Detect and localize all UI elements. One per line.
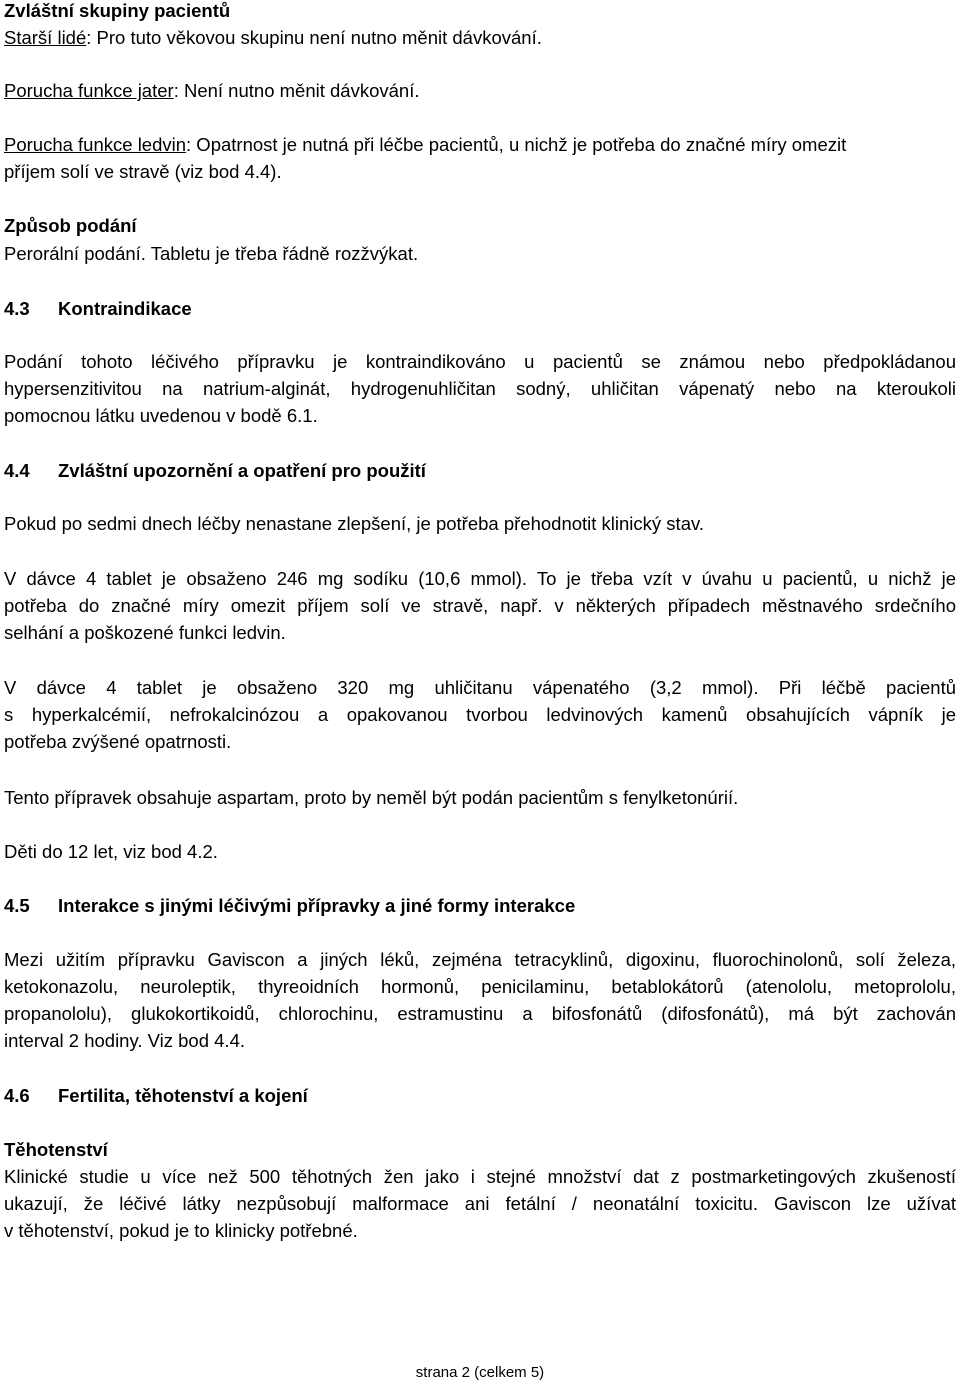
kidney-line-2: příjem solí ve stravě (viz bod 4.4). bbox=[4, 161, 282, 182]
s46-paragraph-line: v těhotenství, pokud je to klinicky potřebné. bbox=[4, 1220, 358, 1241]
section-4-5-heading bbox=[4, 895, 575, 917]
s44-paragraph-2-line: V dávce 4 tablet je obsaženo 246 mg sodíku (10,6 mmol). To je třeba vzít v úvahu u pacientů, u nichž je bbox=[4, 568, 956, 589]
liver-label: Porucha funkce jater bbox=[4, 80, 174, 101]
kidney-line-1 bbox=[4, 134, 846, 156]
s44-paragraph-3-line: V dávce 4 tablet je obsaženo 320 mg uhličitanu vápenatého (3,2 mmol). Při léčbě pacientů bbox=[4, 677, 956, 698]
s45-paragraph-line: interval 2 hodiny. Viz bod 4.4. bbox=[4, 1030, 245, 1051]
pregnancy-subheading: Těhotenství bbox=[4, 1139, 108, 1160]
kidney-text-1: : Opatrnost je nutná při léčbe pacientů, u nichž je potřeba do značné míry omezit bbox=[186, 134, 847, 155]
s44-paragraph-2-line: potřeba do značné míry omezit příjem solí ve stravě, např. v některých případech městnavého srdečního bbox=[4, 595, 956, 616]
section-4-4-heading bbox=[4, 460, 426, 482]
s43-paragraph-line: pomocnou látku uvedenou v bodě 6.1. bbox=[4, 405, 318, 426]
s45-paragraph-line: Mezi užitím přípravku Gaviscon a jiných léků, zejména tetracyklinů, digoxinu, fluorochinolonů, solí železa, bbox=[4, 949, 956, 970]
section-4-3-number: 4.3 bbox=[4, 298, 30, 319]
kidney-label: Porucha funkce ledvin bbox=[4, 134, 187, 155]
elderly-label: Starší lidé bbox=[4, 27, 87, 48]
section-4-6-title: Fertilita, těhotenství a kojení bbox=[58, 1085, 308, 1106]
s44-paragraph-4: Tento přípravek obsahuje aspartam, proto by neměl být podán pacientům s fenylketonúrií. bbox=[4, 787, 739, 808]
s44-paragraph-5: Děti do 12 let, viz bod 4.2. bbox=[4, 841, 218, 862]
s45-paragraph-line: ketokonazolu, neuroleptik, thyreoidních hormonů, penicilaminu, betablokátorů (atenololu, metoprololu, bbox=[4, 976, 956, 997]
section-4-6-number: 4.6 bbox=[4, 1085, 30, 1106]
s43-paragraph-line: Podání tohoto léčivého přípravku je kontraindikováno u pacientů se známou nebo předpokládanou bbox=[4, 351, 956, 372]
liver-text: : Není nutno měnit dávkování. bbox=[173, 80, 420, 101]
s44-paragraph-2-line: selhání a poškozené funkci ledvin. bbox=[4, 622, 286, 643]
section-4-4-number: 4.4 bbox=[4, 460, 30, 481]
administration-heading: Způsob podání bbox=[4, 215, 137, 236]
liver-line bbox=[4, 80, 419, 102]
section-4-5-number: 4.5 bbox=[4, 895, 30, 916]
section-4-5-title: Interakce s jinými léčivými přípravky a jiné formy interakce bbox=[58, 895, 576, 916]
elderly-text: : Pro tuto věkovou skupinu není nutno měnit dávkování. bbox=[86, 27, 542, 48]
section-4-3-heading bbox=[4, 298, 192, 320]
section-4-3-title: Kontraindikace bbox=[58, 298, 192, 319]
s46-paragraph-line: ukazují, že léčivé látky nezpůsobují malformace ani fetální / neonatální toxicitu. Gaviscon lze užívat bbox=[4, 1193, 956, 1214]
administration-text: Perorální podání. Tabletu je třeba řádně rozžvýkat. bbox=[4, 243, 419, 264]
s44-paragraph-3-line: s hyperkalcémií, nefrokalcinózou a opakovanou tvorbou ledvinových kamenů obsahujících vápník je bbox=[4, 704, 956, 725]
section-4-6-heading bbox=[4, 1085, 308, 1107]
special-groups-heading: Zvláštní skupiny pacientů bbox=[4, 0, 231, 21]
s45-paragraph-line: propanololu), glukokortikoidů, chlorochinu, estramustinu a bifosfonátů (difosfonátů), má být zachován bbox=[4, 1003, 956, 1024]
s44-paragraph-1: Pokud po sedmi dnech léčby nenastane zlepšení, je potřeba přehodnotit klinický stav. bbox=[4, 513, 705, 534]
s43-paragraph-line: hypersenzitivitou na natrium-alginát, hydrogenuhličitan sodný, uhličitan vápenatý nebo na kteroukoli bbox=[4, 378, 956, 399]
section-4-4-title: Zvláštní upozornění a opatření pro použití bbox=[58, 460, 426, 481]
s44-paragraph-3-line: potřeba zvýšené opatrnosti. bbox=[4, 731, 232, 752]
page-footer: strana 2 (celkem 5) bbox=[415, 1364, 545, 1381]
elderly-line bbox=[4, 27, 542, 49]
s46-paragraph-line: Klinické studie u více než 500 těhotných žen jako i stejné množství dat z postmarketingových zkušeností bbox=[4, 1166, 956, 1187]
